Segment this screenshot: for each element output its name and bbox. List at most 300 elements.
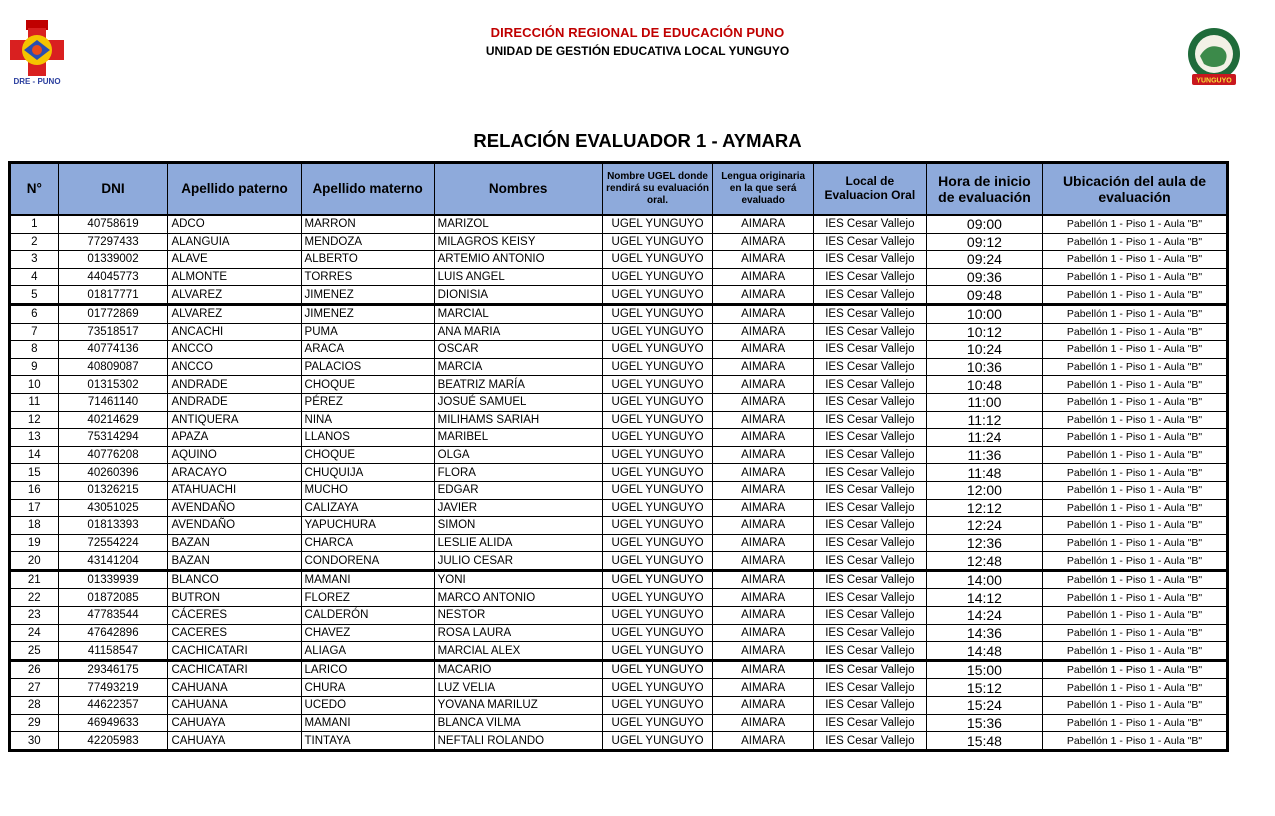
cell-ubicacion: Pabellón 1 - Piso 1 - Aula "B": [1043, 341, 1228, 359]
cell-hora: 15:12: [926, 679, 1042, 697]
cell-local: IES Cesar Vallejo: [813, 251, 926, 269]
cell-lengua: AIMARA: [713, 268, 813, 286]
cell-hora: 10:48: [926, 376, 1042, 394]
table-row: [10, 732, 1228, 751]
cell-dni: 01315302: [58, 376, 168, 394]
cell-lengua: AIMARA: [713, 358, 813, 376]
cell-dni: 72554224: [58, 534, 168, 552]
cell-ubicacion: Pabellón 1 - Piso 1 - Aula "B": [1043, 233, 1228, 251]
cell-hora: 14:12: [926, 589, 1042, 607]
cell-nombres: FLORA: [434, 464, 602, 482]
cell-dni: 47642896: [58, 624, 168, 642]
cell-hora: 10:36: [926, 358, 1042, 376]
cell-apellido-materno: ARACA: [301, 341, 434, 359]
cell-n: 2: [10, 233, 59, 251]
cell-apellido-materno: CHOQUE: [301, 446, 434, 464]
table-row: [10, 589, 1228, 607]
cell-local: IES Cesar Vallejo: [813, 393, 926, 411]
cell-nombres: LUZ VELIA: [434, 679, 602, 697]
cell-ubicacion: Pabellón 1 - Piso 1 - Aula "B": [1043, 464, 1228, 482]
cell-apellido-materno: CHOQUE: [301, 376, 434, 394]
cell-ugel: UGEL YUNGUYO: [602, 732, 713, 751]
cell-ugel: UGEL YUNGUYO: [602, 499, 713, 517]
cell-apellido-paterno: BAZAN: [168, 552, 301, 571]
cell-ugel: UGEL YUNGUYO: [602, 642, 713, 661]
cell-dni: 01872085: [58, 589, 168, 607]
cell-local: IES Cesar Vallejo: [813, 534, 926, 552]
cell-apellido-paterno: ANTIQUERA: [168, 411, 301, 429]
cell-ugel: UGEL YUNGUYO: [602, 660, 713, 679]
cell-n: 15: [10, 464, 59, 482]
cell-apellido-paterno: BUTRON: [168, 589, 301, 607]
cell-apellido-paterno: CÁCERES: [168, 607, 301, 625]
cell-ubicacion: Pabellón 1 - Piso 1 - Aula "B": [1043, 358, 1228, 376]
cell-apellido-materno: PALACIOS: [301, 358, 434, 376]
cell-nombres: MACARIO: [434, 660, 602, 679]
cell-ubicacion: Pabellón 1 - Piso 1 - Aula "B": [1043, 499, 1228, 517]
cell-dni: 40214629: [58, 411, 168, 429]
cell-local: IES Cesar Vallejo: [813, 679, 926, 697]
cell-local: IES Cesar Vallejo: [813, 570, 926, 589]
cell-lengua: AIMARA: [713, 589, 813, 607]
cell-local: IES Cesar Vallejo: [813, 376, 926, 394]
cell-hora: 14:00: [926, 570, 1042, 589]
cell-ubicacion: Pabellón 1 - Piso 1 - Aula "B": [1043, 534, 1228, 552]
cell-nombres: OSCAR: [434, 341, 602, 359]
cell-dni: 77493219: [58, 679, 168, 697]
cell-local: IES Cesar Vallejo: [813, 268, 926, 286]
cell-hora: 12:48: [926, 552, 1042, 571]
seal-banner-text: YUNGUYO: [1196, 77, 1232, 85]
table-row: [10, 499, 1228, 517]
table-row: [10, 660, 1228, 679]
cell-apellido-paterno: CACHICATARI: [168, 660, 301, 679]
cell-local: IES Cesar Vallejo: [813, 304, 926, 323]
cell-n: 28: [10, 697, 59, 715]
cell-dni: 40774136: [58, 341, 168, 359]
cell-hora: 11:12: [926, 411, 1042, 429]
cell-ubicacion: Pabellón 1 - Piso 1 - Aula "B": [1043, 251, 1228, 269]
cell-dni: 44045773: [58, 268, 168, 286]
cell-n: 4: [10, 268, 59, 286]
cell-ubicacion: Pabellón 1 - Piso 1 - Aula "B": [1043, 429, 1228, 447]
col-header-ubicacion: Ubicación del aula de evaluación: [1043, 163, 1228, 216]
cell-ugel: UGEL YUNGUYO: [602, 376, 713, 394]
cell-nombres: MARCIAL: [434, 304, 602, 323]
cell-apellido-materno: MAMANI: [301, 570, 434, 589]
cell-lengua: AIMARA: [713, 732, 813, 751]
cell-dni: 40809087: [58, 358, 168, 376]
table-row: [10, 517, 1228, 535]
cell-nombres: NEFTALI ROLANDO: [434, 732, 602, 751]
cell-dni: 47783544: [58, 607, 168, 625]
dre-puno-logo-text: DRE - PUNO: [13, 77, 61, 86]
cell-nombres: DIONISIA: [434, 286, 602, 305]
cell-n: 21: [10, 570, 59, 589]
cell-ugel: UGEL YUNGUYO: [602, 697, 713, 715]
cell-ugel: UGEL YUNGUYO: [602, 268, 713, 286]
cell-nombres: MILIHAMS SARIAH: [434, 411, 602, 429]
col-header-apellido-materno: Apellido materno: [301, 163, 434, 216]
table-row: [10, 268, 1228, 286]
cell-dni: 43141204: [58, 552, 168, 571]
cell-hora: 15:36: [926, 714, 1042, 732]
cell-ubicacion: Pabellón 1 - Piso 1 - Aula "B": [1043, 679, 1228, 697]
cell-local: IES Cesar Vallejo: [813, 429, 926, 447]
cell-ubicacion: Pabellón 1 - Piso 1 - Aula "B": [1043, 570, 1228, 589]
cell-dni: 40758619: [58, 215, 168, 233]
cell-ugel: UGEL YUNGUYO: [602, 679, 713, 697]
cell-ubicacion: Pabellón 1 - Piso 1 - Aula "B": [1043, 714, 1228, 732]
cell-ugel: UGEL YUNGUYO: [602, 714, 713, 732]
cell-local: IES Cesar Vallejo: [813, 481, 926, 499]
cell-ugel: UGEL YUNGUYO: [602, 570, 713, 589]
col-header-lengua: Lengua originaria en la que será evaluado: [713, 163, 813, 216]
cell-apellido-materno: TORRES: [301, 268, 434, 286]
col-header-nombres: Nombres: [434, 163, 602, 216]
cell-apellido-paterno: ANDRADE: [168, 376, 301, 394]
cell-local: IES Cesar Vallejo: [813, 323, 926, 341]
table-row: [10, 411, 1228, 429]
cell-hora: 14:36: [926, 624, 1042, 642]
cell-ubicacion: Pabellón 1 - Piso 1 - Aula "B": [1043, 624, 1228, 642]
cell-n: 5: [10, 286, 59, 305]
cell-nombres: MARCIAL ALEX: [434, 642, 602, 661]
cell-local: IES Cesar Vallejo: [813, 358, 926, 376]
cell-lengua: AIMARA: [713, 679, 813, 697]
cell-lengua: AIMARA: [713, 323, 813, 341]
table-row: [10, 376, 1228, 394]
cell-local: IES Cesar Vallejo: [813, 233, 926, 251]
cell-nombres: MARCIA: [434, 358, 602, 376]
table-row: [10, 446, 1228, 464]
cell-dni: 75314294: [58, 429, 168, 447]
table-row: [10, 393, 1228, 411]
cell-nombres: BEATRIZ MARÍA: [434, 376, 602, 394]
cell-apellido-paterno: AVENDAÑO: [168, 499, 301, 517]
cell-local: IES Cesar Vallejo: [813, 624, 926, 642]
cell-apellido-materno: MARRON: [301, 215, 434, 233]
table-row: [10, 341, 1228, 359]
cell-nombres: JAVIER: [434, 499, 602, 517]
cell-apellido-paterno: CACERES: [168, 624, 301, 642]
cell-hora: 09:12: [926, 233, 1042, 251]
cell-ubicacion: Pabellón 1 - Piso 1 - Aula "B": [1043, 481, 1228, 499]
cell-nombres: ROSA LAURA: [434, 624, 602, 642]
cell-apellido-materno: ALBERTO: [301, 251, 434, 269]
cell-hora: 15:24: [926, 697, 1042, 715]
cell-apellido-paterno: ANCCO: [168, 341, 301, 359]
cell-apellido-materno: PÉREZ: [301, 393, 434, 411]
cell-hora: 11:00: [926, 393, 1042, 411]
table-row: [10, 481, 1228, 499]
table-row: [10, 233, 1228, 251]
cell-n: 14: [10, 446, 59, 464]
cell-ubicacion: Pabellón 1 - Piso 1 - Aula "B": [1043, 323, 1228, 341]
cell-lengua: AIMARA: [713, 446, 813, 464]
cell-dni: 44622357: [58, 697, 168, 715]
cell-apellido-materno: CALDERÓN: [301, 607, 434, 625]
cell-dni: 40776208: [58, 446, 168, 464]
cell-ugel: UGEL YUNGUYO: [602, 358, 713, 376]
cell-n: 1: [10, 215, 59, 233]
cell-ugel: UGEL YUNGUYO: [602, 607, 713, 625]
cell-nombres: OLGA: [434, 446, 602, 464]
cell-hora: 11:24: [926, 429, 1042, 447]
cell-nombres: JOSUÉ SAMUEL: [434, 393, 602, 411]
cell-dni: 71461140: [58, 393, 168, 411]
cell-lengua: AIMARA: [713, 215, 813, 233]
cell-lengua: AIMARA: [713, 517, 813, 535]
cell-ubicacion: Pabellón 1 - Piso 1 - Aula "B": [1043, 589, 1228, 607]
table-row: [10, 251, 1228, 269]
cell-apellido-paterno: ALANGUIA: [168, 233, 301, 251]
cell-nombres: EDGAR: [434, 481, 602, 499]
cell-hora: 14:24: [926, 607, 1042, 625]
cell-apellido-paterno: CACHICATARI: [168, 642, 301, 661]
cell-hora: 15:00: [926, 660, 1042, 679]
cell-hora: 10:00: [926, 304, 1042, 323]
cell-dni: 43051025: [58, 499, 168, 517]
cell-ugel: UGEL YUNGUYO: [602, 304, 713, 323]
cell-lengua: AIMARA: [713, 534, 813, 552]
table-header-row: [10, 163, 1228, 216]
cell-apellido-materno: NINA: [301, 411, 434, 429]
cell-local: IES Cesar Vallejo: [813, 215, 926, 233]
page-title: RELACIÓN EVALUADOR 1 - AYMARA: [473, 130, 802, 151]
table-row: [10, 697, 1228, 715]
cell-nombres: MARCO ANTONIO: [434, 589, 602, 607]
cell-ubicacion: Pabellón 1 - Piso 1 - Aula "B": [1043, 552, 1228, 571]
cell-apellido-paterno: ALVAREZ: [168, 304, 301, 323]
cell-ugel: UGEL YUNGUYO: [602, 286, 713, 305]
cell-nombres: LUIS ANGEL: [434, 268, 602, 286]
cell-hora: 10:24: [926, 341, 1042, 359]
table-row: [10, 714, 1228, 732]
table-row: [10, 304, 1228, 323]
cell-ugel: UGEL YUNGUYO: [602, 323, 713, 341]
cell-apellido-paterno: BLANCO: [168, 570, 301, 589]
cell-lengua: AIMARA: [713, 570, 813, 589]
cell-nombres: MARIZOL: [434, 215, 602, 233]
cell-n: 13: [10, 429, 59, 447]
cell-ugel: UGEL YUNGUYO: [602, 464, 713, 482]
cell-apellido-materno: LARICO: [301, 660, 434, 679]
col-header-ugel: Nombre UGEL donde rendirá su evaluación oral.: [602, 163, 713, 216]
cell-lengua: AIMARA: [713, 552, 813, 571]
cell-ubicacion: Pabellón 1 - Piso 1 - Aula "B": [1043, 517, 1228, 535]
col-header-apellido-paterno: Apellido paterno: [168, 163, 301, 216]
cell-hora: 12:12: [926, 499, 1042, 517]
cell-apellido-paterno: CAHUANA: [168, 697, 301, 715]
cell-n: 17: [10, 499, 59, 517]
cell-n: 22: [10, 589, 59, 607]
table-row: [10, 464, 1228, 482]
table-row: [10, 642, 1228, 661]
cell-dni: 46949633: [58, 714, 168, 732]
org-main-heading: DIRECCIÓN REGIONAL DE EDUCACIÓN PUNO: [490, 25, 785, 40]
cell-apellido-paterno: APAZA: [168, 429, 301, 447]
cell-local: IES Cesar Vallejo: [813, 464, 926, 482]
table-row: [10, 358, 1228, 376]
cell-nombres: YOVANA MARILUZ: [434, 697, 602, 715]
cell-n: 24: [10, 624, 59, 642]
table-row: [10, 570, 1228, 589]
cell-apellido-materno: ALIAGA: [301, 642, 434, 661]
cell-ugel: UGEL YUNGUYO: [602, 517, 713, 535]
cell-dni: 40260396: [58, 464, 168, 482]
cell-local: IES Cesar Vallejo: [813, 411, 926, 429]
table-row: [10, 215, 1228, 233]
cell-local: IES Cesar Vallejo: [813, 499, 926, 517]
cell-n: 26: [10, 660, 59, 679]
cell-nombres: ANA MARIA: [434, 323, 602, 341]
cell-hora: 11:36: [926, 446, 1042, 464]
cell-local: IES Cesar Vallejo: [813, 642, 926, 661]
cell-lengua: AIMARA: [713, 660, 813, 679]
table-row: [10, 607, 1228, 625]
cell-ubicacion: Pabellón 1 - Piso 1 - Aula "B": [1043, 393, 1228, 411]
cell-dni: 01772869: [58, 304, 168, 323]
cell-hora: 10:12: [926, 323, 1042, 341]
cell-apellido-materno: JIMENEZ: [301, 304, 434, 323]
cell-lengua: AIMARA: [713, 286, 813, 305]
cell-lengua: AIMARA: [713, 429, 813, 447]
cell-apellido-materno: YAPUCHURA: [301, 517, 434, 535]
cell-apellido-paterno: CAHUAYA: [168, 714, 301, 732]
cell-dni: 29346175: [58, 660, 168, 679]
cell-n: 6: [10, 304, 59, 323]
cell-ubicacion: Pabellón 1 - Piso 1 - Aula "B": [1043, 660, 1228, 679]
cell-local: IES Cesar Vallejo: [813, 660, 926, 679]
cell-ubicacion: Pabellón 1 - Piso 1 - Aula "B": [1043, 304, 1228, 323]
cell-local: IES Cesar Vallejo: [813, 552, 926, 571]
cell-ubicacion: Pabellón 1 - Piso 1 - Aula "B": [1043, 607, 1228, 625]
cell-ugel: UGEL YUNGUYO: [602, 534, 713, 552]
cell-local: IES Cesar Vallejo: [813, 589, 926, 607]
table-row: [10, 534, 1228, 552]
cell-local: IES Cesar Vallejo: [813, 517, 926, 535]
cell-ubicacion: Pabellón 1 - Piso 1 - Aula "B": [1043, 376, 1228, 394]
cell-dni: 73518517: [58, 323, 168, 341]
cell-ugel: UGEL YUNGUYO: [602, 233, 713, 251]
cell-hora: 09:36: [926, 268, 1042, 286]
cell-apellido-paterno: ANCCO: [168, 358, 301, 376]
cell-local: IES Cesar Vallejo: [813, 446, 926, 464]
cell-lengua: AIMARA: [713, 341, 813, 359]
cell-n: 16: [10, 481, 59, 499]
evaluator-table: [8, 161, 1229, 752]
cell-dni: 41158547: [58, 642, 168, 661]
cell-ugel: UGEL YUNGUYO: [602, 251, 713, 269]
cell-hora: 15:48: [926, 732, 1042, 751]
cell-dni: 01817771: [58, 286, 168, 305]
cell-n: 12: [10, 411, 59, 429]
cell-ubicacion: Pabellón 1 - Piso 1 - Aula "B": [1043, 215, 1228, 233]
cell-apellido-paterno: ADCO: [168, 215, 301, 233]
col-header-hora: Hora de inicio de evaluación: [926, 163, 1042, 216]
cell-apellido-paterno: ARACAYO: [168, 464, 301, 482]
cell-n: 3: [10, 251, 59, 269]
cell-dni: 01339939: [58, 570, 168, 589]
cell-ubicacion: Pabellón 1 - Piso 1 - Aula "B": [1043, 286, 1228, 305]
cell-lengua: AIMARA: [713, 411, 813, 429]
cell-apellido-paterno: AQUINO: [168, 446, 301, 464]
cell-ugel: UGEL YUNGUYO: [602, 393, 713, 411]
table-row: [10, 323, 1228, 341]
cell-apellido-paterno: CAHUAYA: [168, 732, 301, 751]
table-row: [10, 552, 1228, 571]
cell-nombres: NESTOR: [434, 607, 602, 625]
cell-ugel: UGEL YUNGUYO: [602, 341, 713, 359]
cell-apellido-paterno: ALVAREZ: [168, 286, 301, 305]
cell-n: 18: [10, 517, 59, 535]
cell-lengua: AIMARA: [713, 251, 813, 269]
cell-apellido-materno: MENDOZA: [301, 233, 434, 251]
cell-ugel: UGEL YUNGUYO: [602, 552, 713, 571]
cell-hora: 11:48: [926, 464, 1042, 482]
cell-apellido-paterno: ALMONTE: [168, 268, 301, 286]
cell-ugel: UGEL YUNGUYO: [602, 215, 713, 233]
cell-apellido-materno: UCEDO: [301, 697, 434, 715]
col-header-local: Local de Evaluacion Oral: [813, 163, 926, 216]
cell-local: IES Cesar Vallejo: [813, 697, 926, 715]
cell-nombres: YONI: [434, 570, 602, 589]
cell-lengua: AIMARA: [713, 499, 813, 517]
cell-apellido-materno: CHARCA: [301, 534, 434, 552]
cell-ubicacion: Pabellón 1 - Piso 1 - Aula "B": [1043, 642, 1228, 661]
col-header-n: N°: [10, 163, 59, 216]
cell-apellido-paterno: CAHUANA: [168, 679, 301, 697]
cell-n: 20: [10, 552, 59, 571]
cell-apellido-materno: CHURA: [301, 679, 434, 697]
cell-lengua: AIMARA: [713, 233, 813, 251]
cell-apellido-materno: MAMANI: [301, 714, 434, 732]
cell-ubicacion: Pabellón 1 - Piso 1 - Aula "B": [1043, 268, 1228, 286]
cell-hora: 12:00: [926, 481, 1042, 499]
cell-local: IES Cesar Vallejo: [813, 341, 926, 359]
cell-lengua: AIMARA: [713, 393, 813, 411]
cell-n: 11: [10, 393, 59, 411]
cell-ugel: UGEL YUNGUYO: [602, 429, 713, 447]
cell-apellido-paterno: BAZAN: [168, 534, 301, 552]
cell-hora: 12:24: [926, 517, 1042, 535]
cell-local: IES Cesar Vallejo: [813, 607, 926, 625]
cell-nombres: MILAGROS KEISY: [434, 233, 602, 251]
cell-hora: 09:48: [926, 286, 1042, 305]
cell-lengua: AIMARA: [713, 697, 813, 715]
cell-local: IES Cesar Vallejo: [813, 732, 926, 751]
cell-n: 29: [10, 714, 59, 732]
cell-dni: 01339002: [58, 251, 168, 269]
cell-dni: 01326215: [58, 481, 168, 499]
cell-dni: 77297433: [58, 233, 168, 251]
cell-apellido-materno: CONDORENA: [301, 552, 434, 571]
cell-ugel: UGEL YUNGUYO: [602, 624, 713, 642]
cell-nombres: MARIBEL: [434, 429, 602, 447]
cell-local: IES Cesar Vallejo: [813, 714, 926, 732]
cell-dni: 42205983: [58, 732, 168, 751]
cell-n: 27: [10, 679, 59, 697]
col-header-dni: DNI: [58, 163, 168, 216]
cell-hora: 12:36: [926, 534, 1042, 552]
cell-n: 7: [10, 323, 59, 341]
cell-n: 8: [10, 341, 59, 359]
cell-lengua: AIMARA: [713, 481, 813, 499]
cell-lengua: AIMARA: [713, 714, 813, 732]
cell-lengua: AIMARA: [713, 304, 813, 323]
cell-ugel: UGEL YUNGUYO: [602, 411, 713, 429]
